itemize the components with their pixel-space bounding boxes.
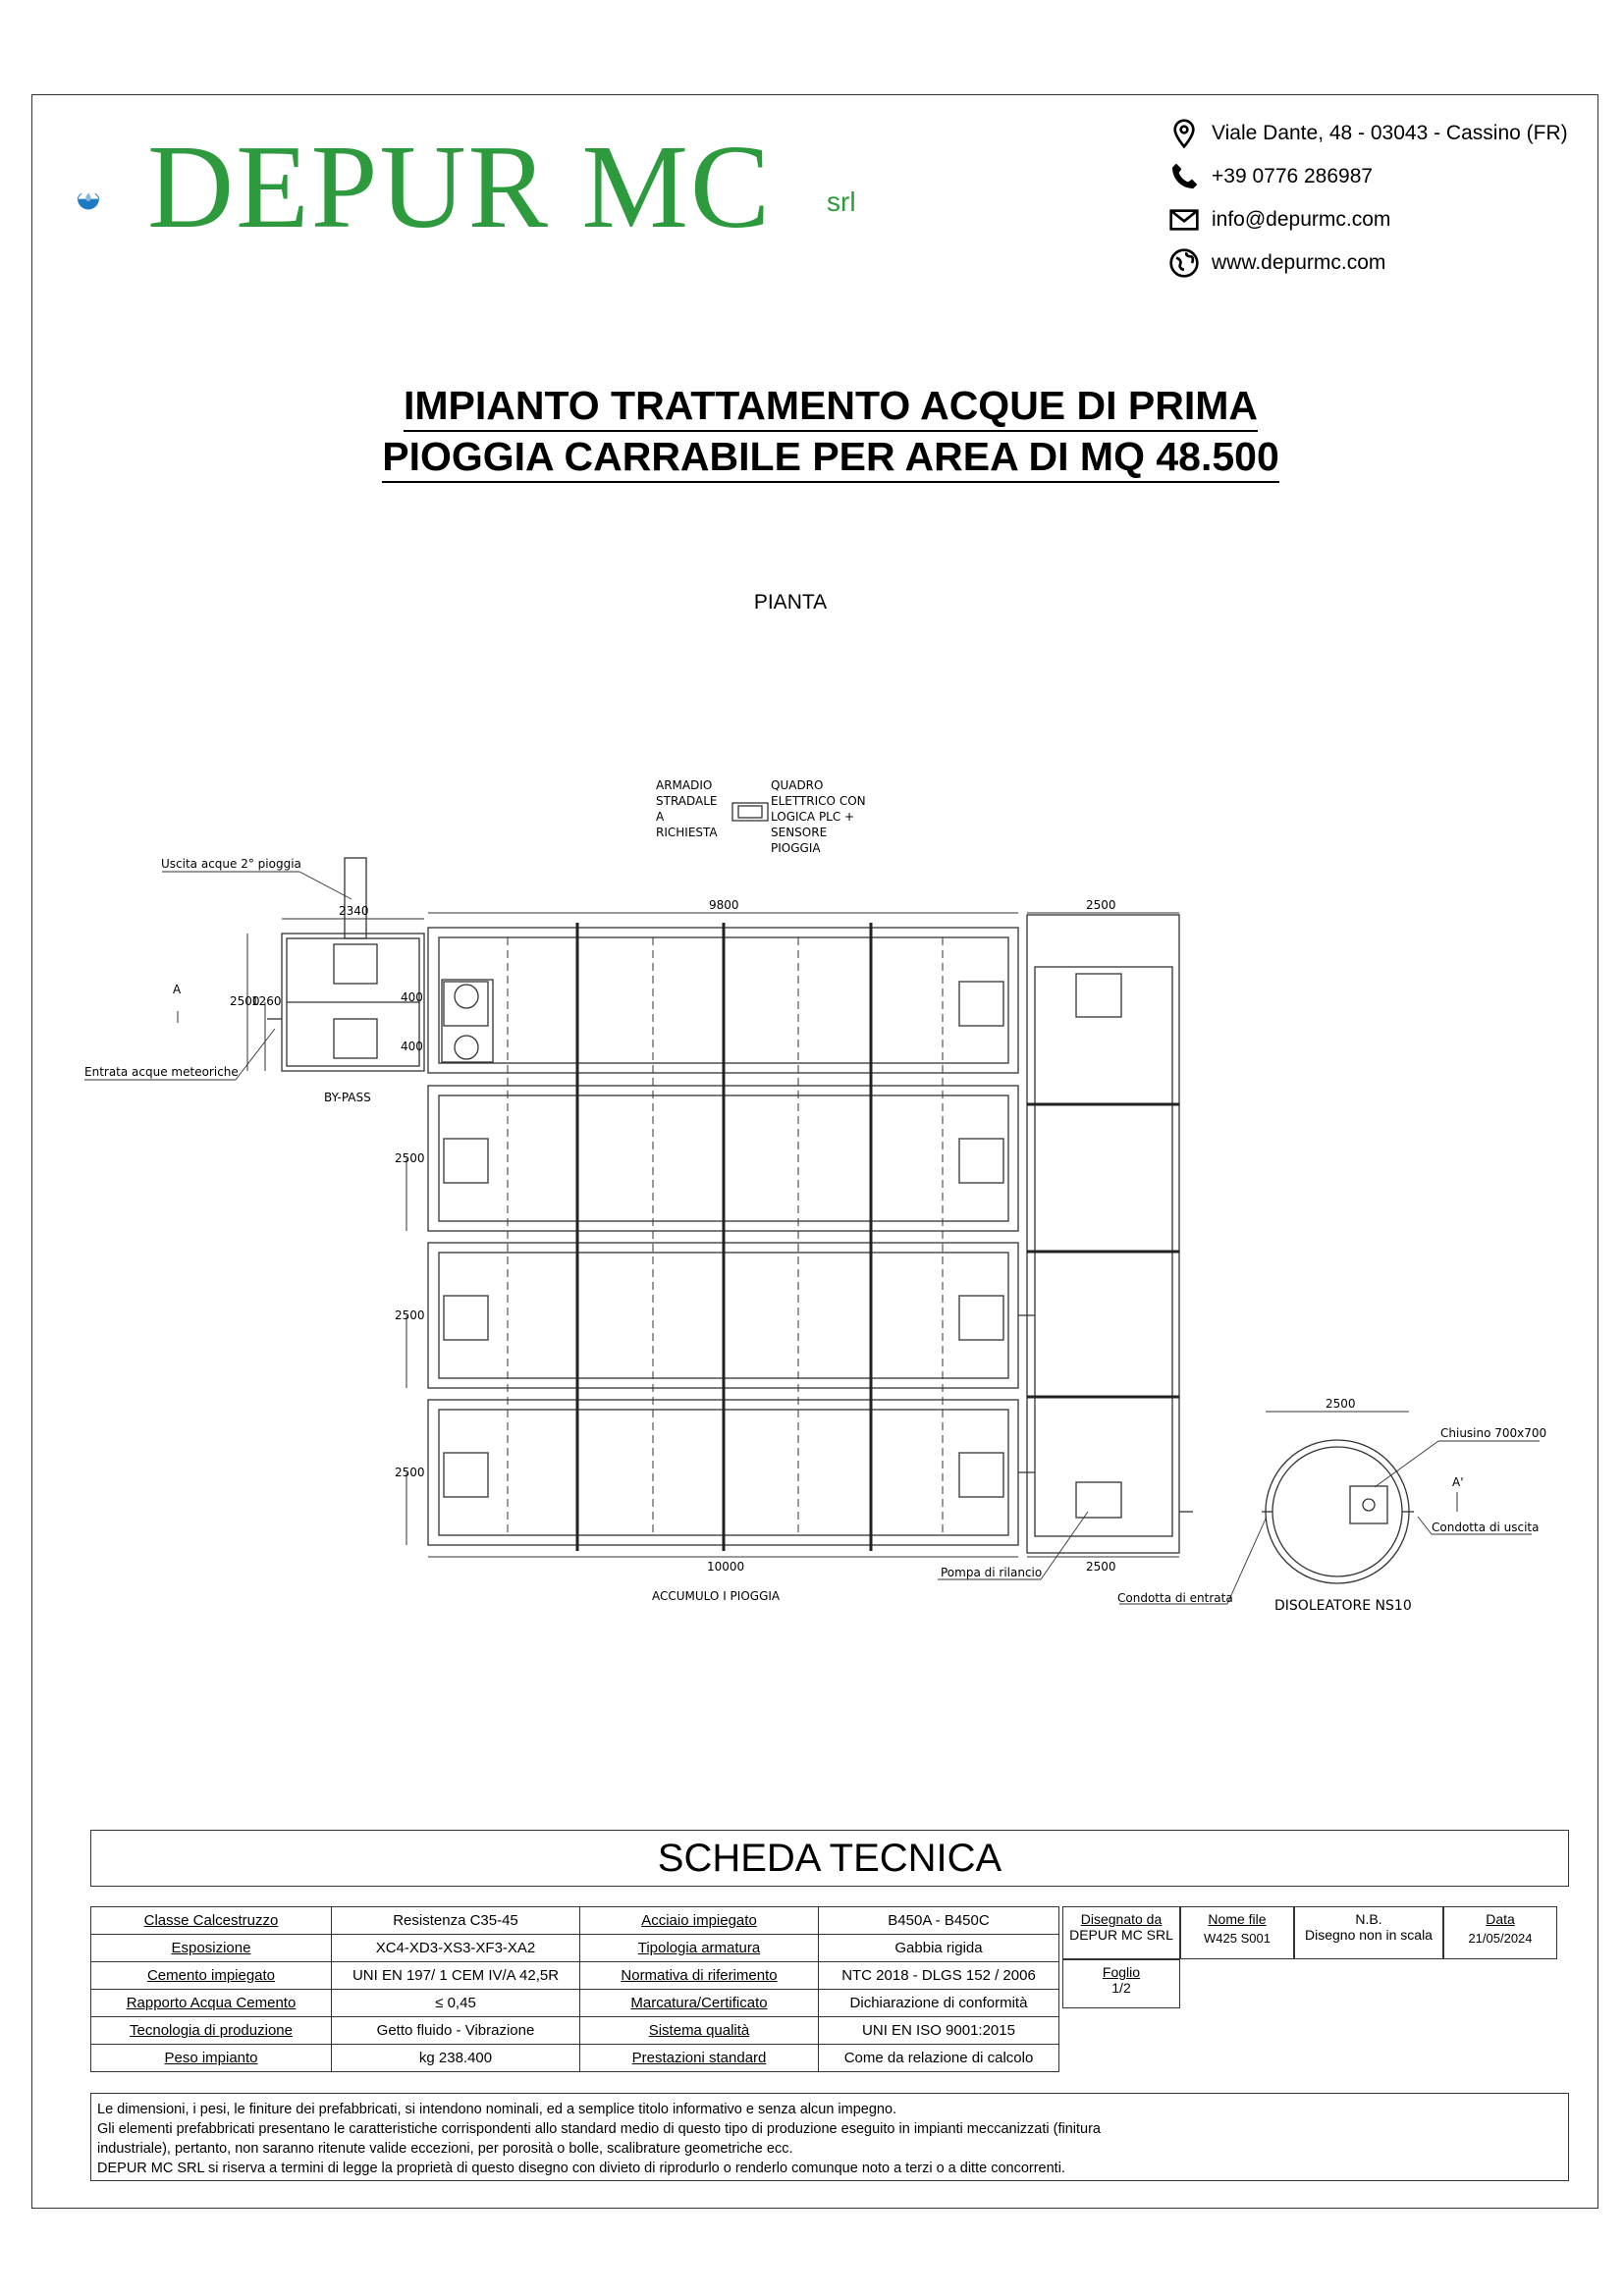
quadro-label-5: PIOGGIA xyxy=(771,841,821,855)
address-text: Viale Dante, 48 - 03043 - Cassino (FR) xyxy=(1212,122,1568,144)
armadio-label-3: A xyxy=(656,810,665,824)
dim-2500-top: 2500 xyxy=(1086,898,1116,912)
company-logo-text: DEPUR MC xyxy=(147,121,773,253)
accumulo-label: ACCUMULO I PIOGGIA xyxy=(652,1589,781,1603)
phone-text: +39 0776 286987 xyxy=(1212,165,1374,187)
condotta-uscita-label: Condotta di uscita xyxy=(1432,1521,1540,1534)
company-logo-suffix: srl xyxy=(827,187,856,217)
armadio-label-1: ARMADIO xyxy=(656,778,713,792)
dim-400-a: 400 xyxy=(401,990,423,1004)
dim-2500-row2: 2500 xyxy=(395,1151,425,1165)
view-label: PIANTA xyxy=(753,591,828,614)
email-text: info@depurmc.com xyxy=(1212,208,1391,231)
dim-2500-round: 2500 xyxy=(1326,1397,1356,1411)
dim-10000: 10000 xyxy=(707,1560,745,1574)
title-line-2: PIOGGIA CARRABILE PER AREA DI MQ 48.500 xyxy=(0,434,1624,480)
table-row: Tecnologia di produzione Getto fluido - Vibrazione Sistema qualità UNI EN ISO 9001:2015 xyxy=(91,2017,1059,2045)
quadro-label-1: QUADRO xyxy=(771,778,824,792)
dim-9800: 9800 xyxy=(709,898,739,912)
table-row: Cemento impiegato UNI EN 197/ 1 CEM IV/A 42,5R Normativa di riferimento NTC 2018 - DLGS 152 / 2006 xyxy=(91,1962,1059,1990)
condotta-entrata-label: Condotta di entrata xyxy=(1117,1591,1233,1605)
quadro-label-4: SENSORE xyxy=(771,826,828,839)
section-mark-a: A xyxy=(173,983,182,996)
pompa-label: Pompa di rilancio xyxy=(941,1566,1043,1579)
info-nome-file: Nome file W425 S001 xyxy=(1180,1906,1294,1959)
chiusino-label: Chiusino 700x700 xyxy=(1440,1426,1547,1440)
info-foglio: Foglio 1/2 xyxy=(1062,1959,1180,2008)
info-data: Data 21/05/2024 xyxy=(1443,1906,1557,1959)
table-row: Peso impianto kg 238.400 Prestazioni standard Come da relazione di calcolo xyxy=(91,2045,1059,2072)
disoleatore-label: DISOLEATORE NS10 xyxy=(1274,1598,1412,1614)
disclaimer-notes: Le dimensioni, i pesi, le finiture dei prefabbricati, si intendono nominali, ed a semplice titolo informativo e senza alcun impegno. Gli elementi prefabbricati presentano le caratteristiche corrispondenti allo standard medio di questo tipo di produzione eseguito in impianti meccanizzati (finitura industriale), pertanto, non saranno ritenute valide eccezioni, per porosità o bolle, scalibrature geometriche ecc. DEPUR MC SRL si riserva a termini di legge la proprietà di questo disegno con divieto di riprodurlo o renderlo comunque noto a terzi o a ditte concorrenti. xyxy=(90,2093,1569,2181)
bypass-label: BY-PASS xyxy=(324,1091,371,1104)
dim-2500-row3: 2500 xyxy=(395,1308,425,1322)
table-row: Rapporto Acqua Cemento ≤ 0,45 Marcatura/Certificato Dichiarazione di conformità xyxy=(91,1990,1059,2017)
table-row: Classe Calcestruzzo Resistenza C35-45 Acciaio impiegato B450A - B450C xyxy=(91,1907,1059,1935)
dim-2340: 2340 xyxy=(339,904,369,918)
dim-400-b: 400 xyxy=(401,1040,423,1053)
dim-1260: 1260 xyxy=(251,994,282,1008)
info-nb: N.B. Disegno non in scala xyxy=(1294,1906,1443,1959)
dim-2500-bottom: 2500 xyxy=(1086,1560,1116,1574)
quadro-label-2: ELETTRICO CON xyxy=(771,794,866,808)
section-mark-a-prime: A' xyxy=(1452,1475,1464,1489)
table-row: Esposizione XC4-XD3-XS3-XF3-XA2 Tipologia armatura Gabbia rigida xyxy=(91,1935,1059,1962)
info-disegnato: Disegnato da DEPUR MC SRL xyxy=(1062,1906,1180,1959)
quadro-label-3: LOGICA PLC + xyxy=(771,810,855,824)
armadio-label-4: RICHIESTA xyxy=(656,826,718,839)
scheda-title: SCHEDA TECNICA xyxy=(90,1830,1569,1887)
title-line-1: IMPIANTO TRATTAMENTO ACQUE DI PRIMA xyxy=(0,383,1624,429)
entrata-label: Entrata acque meteoriche xyxy=(84,1065,239,1079)
spec-table xyxy=(90,1906,1059,2072)
uscita-label: Uscita acque 2° pioggia xyxy=(161,857,301,871)
dim-2500-bypass: 2500 xyxy=(230,994,260,1008)
armadio-label-2: STRADALE xyxy=(656,794,718,808)
website-text: www.depurmc.com xyxy=(1212,251,1386,274)
dim-2500-row4: 2500 xyxy=(395,1466,425,1479)
